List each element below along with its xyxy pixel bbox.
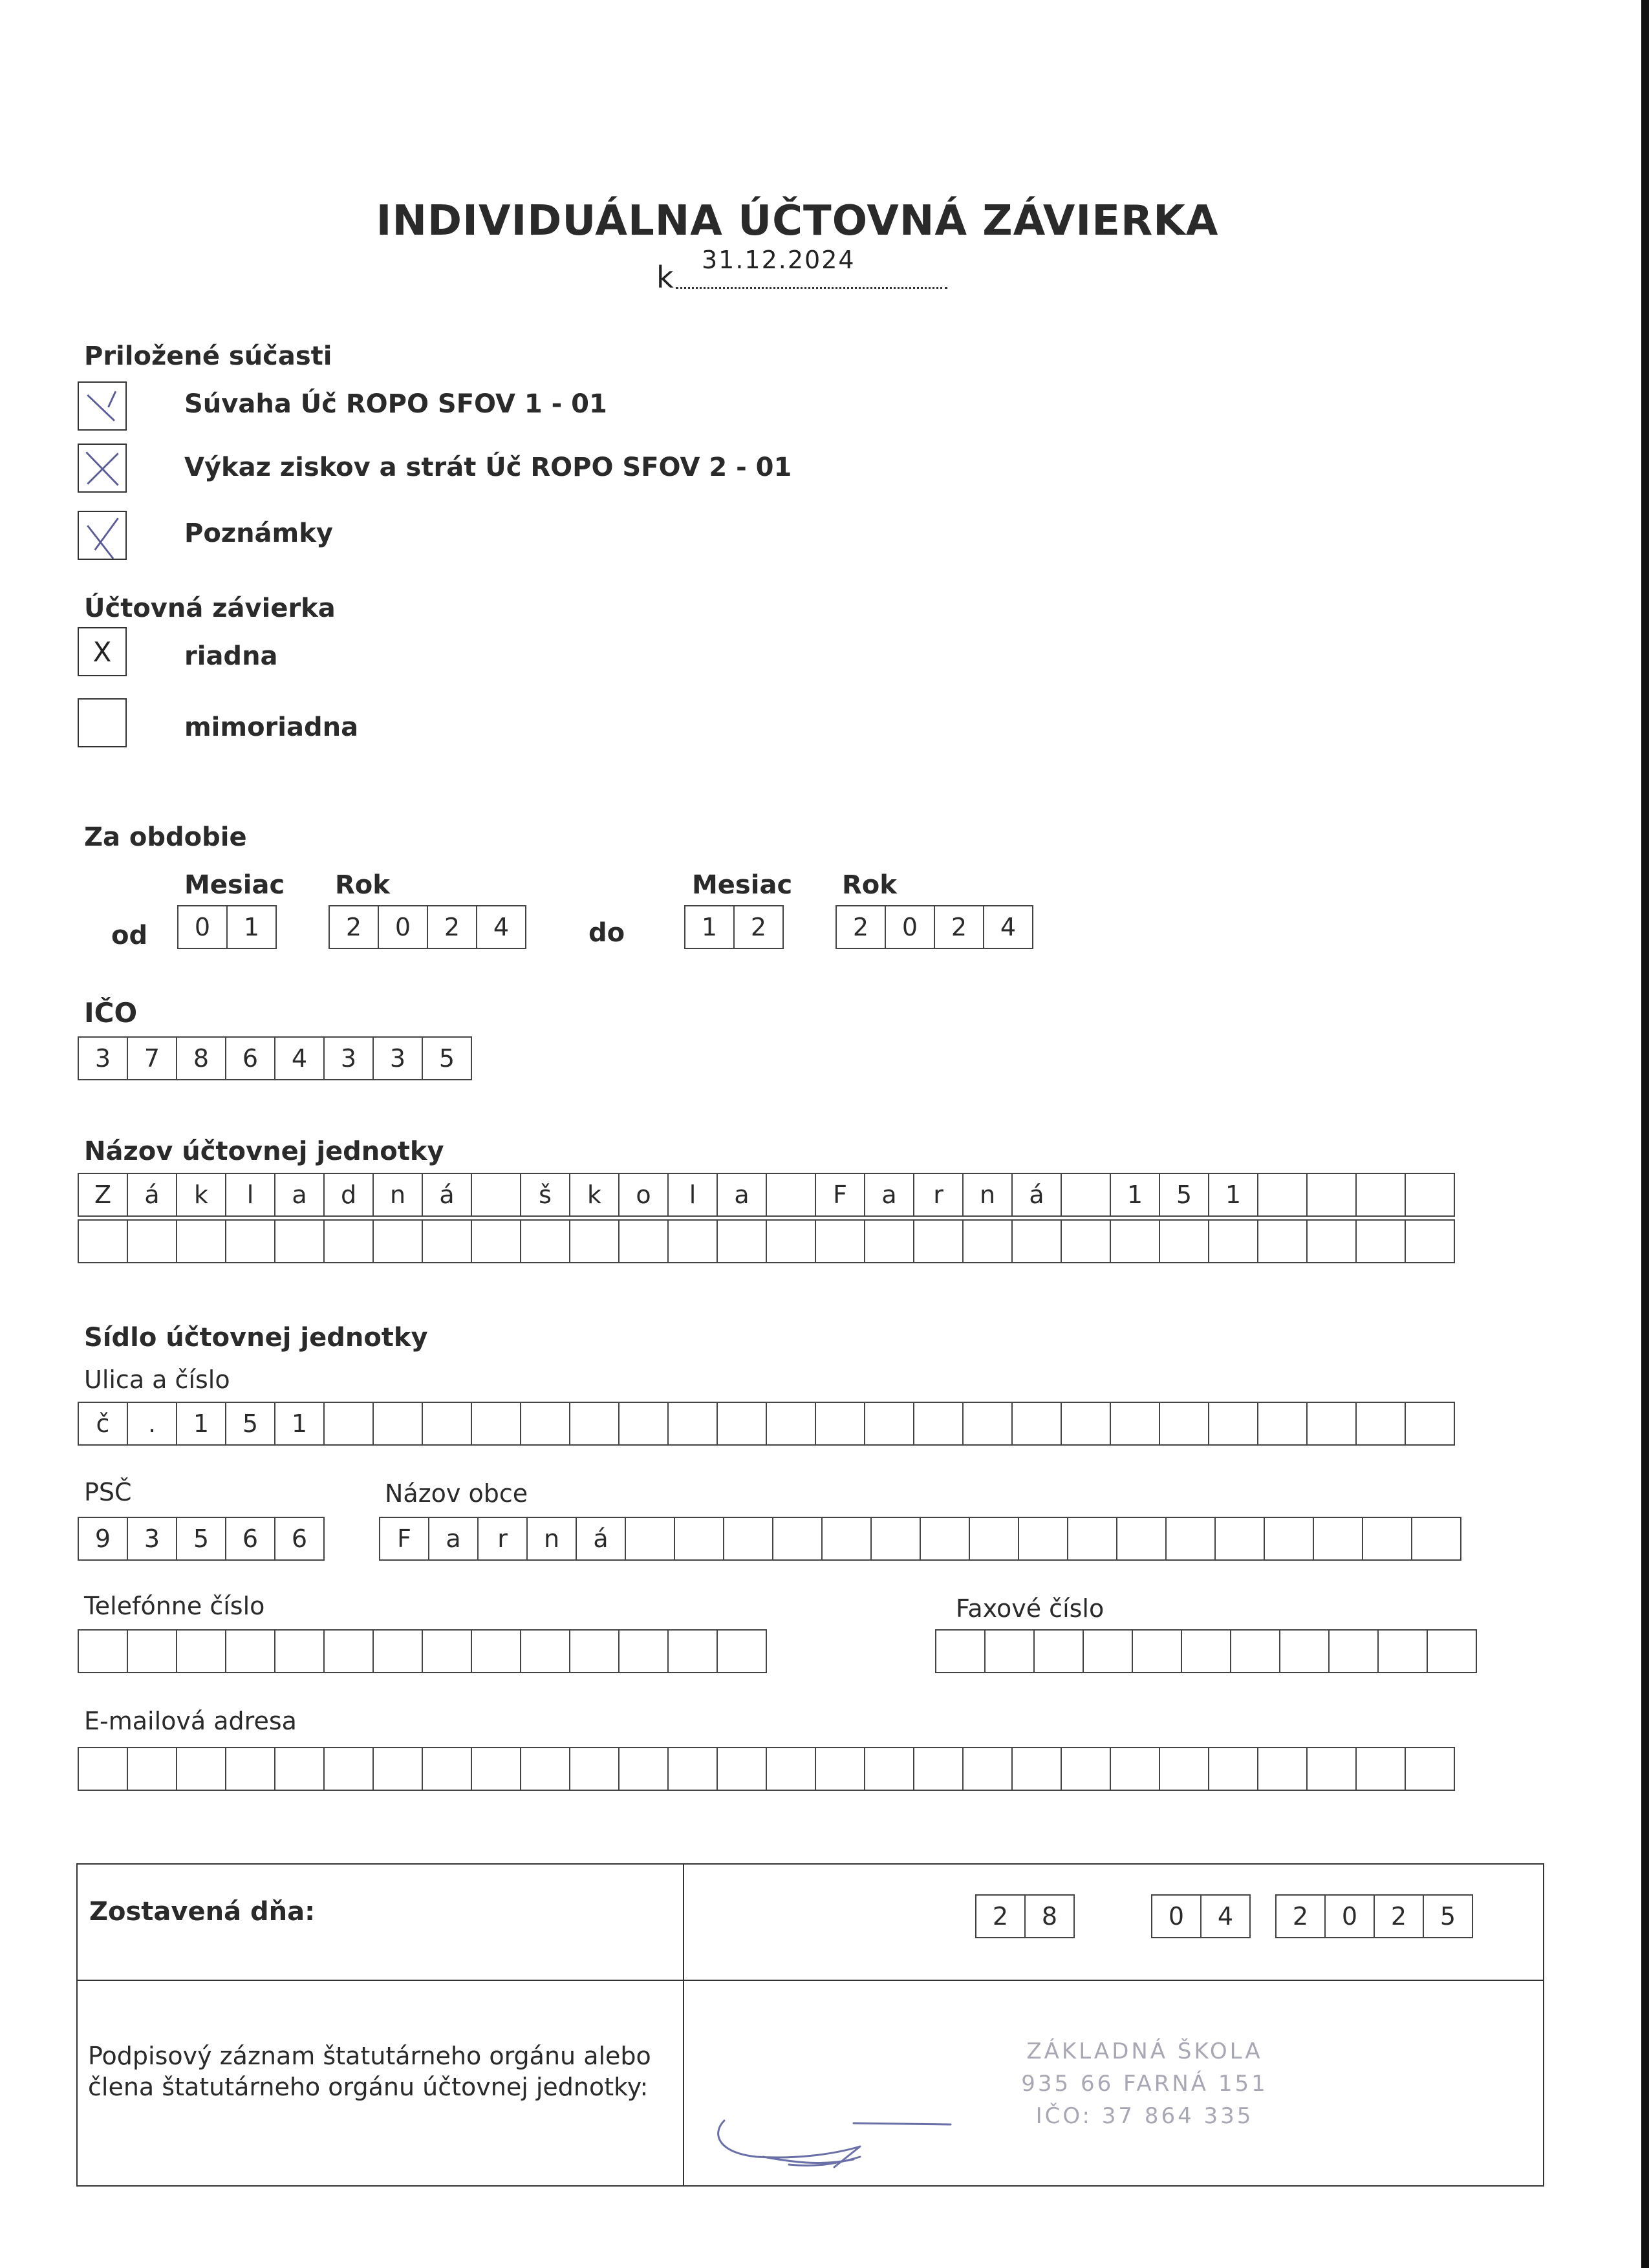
digit-cell[interactable] (1279, 1629, 1330, 1673)
digit-cell[interactable]: á (1011, 1173, 1062, 1217)
digit-cell[interactable] (1159, 1219, 1209, 1263)
digit-cell[interactable]: l (667, 1173, 718, 1217)
stamp-line3: IČO: 37 864 335 (1035, 2103, 1254, 2129)
compiled-label: Zostavená dňa: (89, 1897, 316, 1927)
city-label: Názov obce (385, 1479, 528, 1508)
date-value: 31.12.2024 (702, 246, 856, 274)
digit-cell[interactable]: 4 (476, 905, 526, 949)
digit-cell[interactable] (471, 1402, 521, 1446)
scan-edge (1641, 0, 1649, 2268)
digit-cell[interactable] (667, 1629, 718, 1673)
digit-cell[interactable] (815, 1747, 865, 1791)
digit-cell[interactable]: n (526, 1517, 577, 1561)
phone-cells[interactable] (78, 1629, 767, 1673)
digit-cell[interactable] (1132, 1629, 1182, 1673)
from-month-cells[interactable] (177, 905, 277, 949)
digit-cell[interactable] (78, 1747, 128, 1791)
digit-cell[interactable] (920, 1517, 970, 1561)
digit-cell[interactable] (1165, 1517, 1216, 1561)
digit-cell[interactable] (323, 1747, 374, 1791)
label-income-statement: Výkaz ziskov a strát Úč ROPO SFOV 2 - 01 (184, 453, 792, 482)
fax-cells[interactable] (935, 1629, 1477, 1673)
digit-cell[interactable] (569, 1629, 620, 1673)
digit-cell[interactable]: k (176, 1173, 226, 1217)
digit-cell[interactable] (766, 1219, 816, 1263)
signature-label (88, 2040, 651, 2102)
digit-cell[interactable] (1159, 1747, 1209, 1791)
ico-heading: IČO (84, 997, 138, 1029)
digit-cell[interactable] (984, 1629, 1035, 1673)
digit-cell[interactable]: 5 (1423, 1894, 1473, 1938)
digit-cell[interactable]: 1 (274, 1402, 325, 1446)
digit-cell[interactable]: 2 (733, 905, 784, 949)
from-label: od (111, 921, 148, 950)
digit-cell[interactable] (913, 1747, 964, 1791)
digit-cell[interactable] (864, 1219, 914, 1263)
signature-label-line2: člena štatutárneho orgánu účtovnej jednotky: (88, 2073, 649, 2101)
to-year-cells[interactable] (835, 905, 1033, 949)
stamp-line1: ZÁKLADNÁ ŠKOLA (1026, 2038, 1263, 2064)
digit-cell[interactable]: 2 (975, 1894, 1026, 1938)
digit-cell[interactable]: 1 (226, 905, 277, 949)
digit-cell[interactable]: 1 (176, 1402, 226, 1446)
digit-cell[interactable] (1116, 1517, 1167, 1561)
label-extraordinary: mimoriadna (184, 712, 359, 742)
digit-cell[interactable]: 2 (1275, 1894, 1326, 1938)
digit-cell[interactable] (1067, 1517, 1117, 1561)
label-notes: Poznámky (184, 519, 333, 548)
digit-cell[interactable]: á (127, 1173, 177, 1217)
digit-cell[interactable] (569, 1747, 620, 1791)
digit-cell[interactable] (1033, 1629, 1084, 1673)
digit-cell[interactable] (1427, 1629, 1477, 1673)
digit-cell[interactable]: Z (78, 1173, 128, 1217)
to-label: do (588, 918, 625, 948)
digit-cell[interactable]: 1 (684, 905, 735, 949)
digit-cell[interactable] (471, 1629, 521, 1673)
digit-cell[interactable]: o (618, 1173, 669, 1217)
entity-name-heading: Názov účtovnej jednotky (84, 1137, 444, 1166)
ico-cells[interactable] (78, 1036, 472, 1080)
digit-cell[interactable] (667, 1747, 718, 1791)
digit-cell[interactable] (1362, 1517, 1412, 1561)
check-mark-icon (79, 445, 125, 491)
digit-cell[interactable] (717, 1219, 767, 1263)
digit-cell[interactable] (1061, 1219, 1111, 1263)
email-label: E-mailová adresa (84, 1707, 297, 1735)
digit-cell[interactable] (1061, 1747, 1111, 1791)
street-cells[interactable] (78, 1402, 1455, 1446)
digit-cell[interactable] (717, 1747, 767, 1791)
digit-cell[interactable] (274, 1219, 325, 1263)
digit-cell[interactable] (422, 1747, 472, 1791)
digit-cell[interactable]: 6 (225, 1517, 275, 1561)
digit-cell[interactable]: F (379, 1517, 429, 1561)
digit-cell[interactable] (1230, 1629, 1280, 1673)
compiled-month-cells[interactable] (1151, 1894, 1251, 1938)
digit-cell[interactable] (766, 1402, 816, 1446)
digit-cell[interactable]: l (225, 1173, 275, 1217)
digit-cell[interactable] (717, 1629, 767, 1673)
digit-cell[interactable] (667, 1402, 718, 1446)
digit-cell[interactable] (870, 1517, 921, 1561)
digit-cell[interactable] (962, 1219, 1013, 1263)
digit-cell[interactable] (569, 1402, 620, 1446)
digit-cell[interactable]: 0 (885, 905, 935, 949)
checkbox-regular[interactable]: X (78, 627, 127, 676)
digit-cell[interactable] (225, 1629, 275, 1673)
digit-cell[interactable]: 8 (1024, 1894, 1075, 1938)
digit-cell[interactable] (1083, 1629, 1133, 1673)
to-month-label: Mesiac (692, 870, 793, 900)
to-year-label: Rok (842, 870, 897, 900)
digit-cell[interactable] (323, 1402, 374, 1446)
digit-cell[interactable] (1328, 1629, 1379, 1673)
digit-cell[interactable]: 5 (225, 1402, 275, 1446)
digit-cell[interactable] (78, 1629, 128, 1673)
digit-cell[interactable] (618, 1629, 669, 1673)
digit-cell[interactable] (1159, 1402, 1209, 1446)
stamp-line2: 935 66 FARNÁ 151 (1021, 2071, 1268, 2097)
digit-cell[interactable] (471, 1219, 521, 1263)
digit-cell[interactable] (569, 1219, 620, 1263)
digit-cell[interactable] (471, 1173, 521, 1217)
digit-cell[interactable] (520, 1402, 570, 1446)
digit-cell[interactable]: š (520, 1173, 570, 1217)
digit-cell[interactable] (1306, 1219, 1357, 1263)
digit-cell[interactable] (127, 1747, 177, 1791)
digit-cell[interactable]: a (864, 1173, 914, 1217)
digit-cell[interactable]: 3 (127, 1517, 177, 1561)
digit-cell[interactable] (1264, 1517, 1314, 1561)
digit-cell[interactable]: 9 (78, 1517, 128, 1561)
street-label: Ulica a číslo (84, 1365, 230, 1394)
digit-cell[interactable] (1355, 1173, 1406, 1217)
digit-cell[interactable] (471, 1747, 521, 1791)
digit-cell[interactable] (1208, 1219, 1258, 1263)
digit-cell[interactable] (1313, 1517, 1363, 1561)
digit-cell[interactable] (1011, 1747, 1062, 1791)
digit-cell[interactable] (372, 1402, 423, 1446)
zip-label: PSČ (84, 1478, 132, 1506)
digit-cell[interactable] (1405, 1173, 1455, 1217)
digit-cell[interactable] (176, 1629, 226, 1673)
digit-cell[interactable]: á (576, 1517, 626, 1561)
date-prefix: k (656, 260, 674, 295)
digit-cell[interactable]: č (78, 1402, 128, 1446)
digit-cell[interactable] (618, 1219, 669, 1263)
digit-cell[interactable] (815, 1219, 865, 1263)
digit-cell[interactable]: 2 (329, 905, 379, 949)
digit-cell[interactable]: 3 (323, 1036, 374, 1080)
checkbox-notes[interactable] (78, 511, 127, 560)
table-horizontal-divider (76, 1980, 1544, 1981)
digit-cell[interactable]: r (913, 1173, 964, 1217)
digit-cell[interactable]: 5 (176, 1517, 226, 1561)
digit-cell[interactable]: 2 (934, 905, 984, 949)
digit-cell[interactable] (274, 1747, 325, 1791)
digit-cell[interactable]: n (372, 1173, 423, 1217)
digit-cell[interactable] (422, 1219, 472, 1263)
label-balance-sheet: Súvaha Úč ROPO SFOV 1 - 01 (184, 389, 607, 419)
digit-cell[interactable] (1110, 1747, 1160, 1791)
digit-cell[interactable] (520, 1747, 570, 1791)
fax-label: Faxové číslo (956, 1594, 1105, 1623)
period-heading: Za obdobie (84, 822, 247, 852)
digit-cell[interactable]: 5 (422, 1036, 472, 1080)
digit-cell[interactable]: 4 (274, 1036, 325, 1080)
digit-cell[interactable] (422, 1402, 472, 1446)
digit-cell[interactable]: . (127, 1402, 177, 1446)
digit-cell[interactable] (422, 1629, 472, 1673)
school-stamp (996, 2035, 1293, 2132)
digit-cell[interactable] (1377, 1629, 1428, 1673)
digit-cell[interactable]: 2 (835, 905, 886, 949)
digit-cell[interactable]: 2 (427, 905, 477, 949)
digit-cell[interactable] (372, 1219, 423, 1263)
digit-cell[interactable]: k (569, 1173, 620, 1217)
digit-cell[interactable]: 7 (127, 1036, 177, 1080)
digit-cell[interactable]: 8 (176, 1036, 226, 1080)
digit-cell[interactable]: 0 (1324, 1894, 1375, 1938)
table-vertical-divider (683, 1863, 684, 2187)
digit-cell[interactable] (723, 1517, 773, 1561)
digit-cell[interactable] (913, 1402, 964, 1446)
digit-cell[interactable] (1011, 1402, 1062, 1446)
digit-cell[interactable] (625, 1517, 675, 1561)
digit-cell[interactable] (1306, 1173, 1357, 1217)
digit-cell[interactable] (1257, 1747, 1308, 1791)
digit-cell[interactable]: 0 (177, 905, 228, 949)
digit-cell[interactable] (520, 1219, 570, 1263)
digit-cell[interactable] (176, 1747, 226, 1791)
digit-cell[interactable]: 1 (1208, 1173, 1258, 1217)
to-month-cells[interactable] (684, 905, 784, 949)
digit-cell[interactable]: 6 (274, 1517, 325, 1561)
digit-cell[interactable] (667, 1219, 718, 1263)
city-cells[interactable] (379, 1517, 1461, 1561)
zip-cells[interactable] (78, 1517, 325, 1561)
digit-cell[interactable] (1411, 1517, 1461, 1561)
digit-cell[interactable] (127, 1629, 177, 1673)
check-mark-icon (79, 383, 125, 429)
digit-cell[interactable] (1208, 1402, 1258, 1446)
digit-cell[interactable] (772, 1517, 823, 1561)
digit-cell[interactable]: 6 (225, 1036, 275, 1080)
digit-cell[interactable] (1306, 1747, 1357, 1791)
address-heading: Sídlo účtovnej jednotky (84, 1323, 428, 1353)
digit-cell[interactable] (1306, 1402, 1357, 1446)
digit-cell[interactable]: 3 (78, 1036, 128, 1080)
digit-cell[interactable] (1214, 1517, 1265, 1561)
digit-cell[interactable] (1257, 1402, 1308, 1446)
digit-cell[interactable]: 0 (378, 905, 428, 949)
digit-cell[interactable] (618, 1402, 669, 1446)
digit-cell[interactable] (766, 1747, 816, 1791)
digit-cell[interactable]: á (422, 1173, 472, 1217)
digit-cell[interactable] (1405, 1747, 1455, 1791)
digit-cell[interactable] (1061, 1173, 1111, 1217)
compiled-day-cells[interactable] (975, 1894, 1075, 1938)
signature-label-line1: Podpisový záznam štatutárneho orgánu alebo (88, 2042, 651, 2070)
digit-cell[interactable]: d (323, 1173, 374, 1217)
digit-cell[interactable] (323, 1629, 374, 1673)
digit-cell[interactable] (913, 1219, 964, 1263)
entity-name-row1[interactable] (78, 1173, 1455, 1217)
check-mark-icon (79, 512, 125, 559)
digit-cell[interactable] (1110, 1219, 1160, 1263)
digit-cell[interactable] (1405, 1402, 1455, 1446)
digit-cell[interactable]: a (717, 1173, 767, 1217)
digit-cell[interactable]: r (477, 1517, 528, 1561)
attached-heading: Priložené súčasti (84, 341, 332, 371)
label-regular: riadna (184, 641, 278, 671)
checkbox-income-statement[interactable] (78, 444, 127, 493)
digit-cell[interactable] (1405, 1219, 1455, 1263)
digit-cell[interactable]: a (274, 1173, 325, 1217)
digit-cell[interactable] (1011, 1219, 1062, 1263)
digit-cell[interactable] (864, 1402, 914, 1446)
digit-cell[interactable]: 4 (983, 905, 1033, 949)
statement-type-heading: Účtovná závierka (84, 594, 336, 623)
checkbox-extraordinary[interactable] (78, 698, 127, 747)
from-month-label: Mesiac (184, 870, 285, 900)
digit-cell[interactable] (1355, 1402, 1406, 1446)
digit-cell[interactable] (1208, 1747, 1258, 1791)
digit-cell[interactable] (1018, 1517, 1068, 1561)
digit-cell[interactable] (962, 1402, 1013, 1446)
digit-cell[interactable]: 3 (372, 1036, 423, 1080)
handwritten-signature (705, 2095, 976, 2179)
digit-cell[interactable] (618, 1747, 669, 1791)
digit-cell[interactable] (225, 1747, 275, 1791)
digit-cell[interactable] (1181, 1629, 1231, 1673)
digit-cell[interactable] (717, 1402, 767, 1446)
digit-cell[interactable]: 1 (1110, 1173, 1160, 1217)
digit-cell[interactable] (372, 1629, 423, 1673)
digit-cell[interactable] (1257, 1219, 1308, 1263)
from-year-cells[interactable] (329, 905, 526, 949)
digit-cell[interactable] (969, 1517, 1019, 1561)
digit-cell[interactable] (1110, 1402, 1160, 1446)
digit-cell[interactable] (323, 1219, 374, 1263)
digit-cell[interactable] (372, 1747, 423, 1791)
digit-cell[interactable] (78, 1219, 128, 1263)
digit-cell[interactable] (935, 1629, 986, 1673)
digit-cell[interactable] (1257, 1173, 1308, 1217)
phone-label: Telefónne číslo (84, 1592, 265, 1620)
digit-cell[interactable] (176, 1219, 226, 1263)
digit-cell[interactable] (864, 1747, 914, 1791)
digit-cell[interactable] (815, 1402, 865, 1446)
compiled-year-cells[interactable] (1275, 1894, 1473, 1938)
digit-cell[interactable]: 2 (1374, 1894, 1424, 1938)
digit-cell[interactable] (766, 1173, 816, 1217)
from-year-label: Rok (335, 870, 390, 900)
digit-cell[interactable]: 0 (1151, 1894, 1202, 1938)
digit-cell[interactable]: 5 (1159, 1173, 1209, 1217)
digit-cell[interactable] (821, 1517, 872, 1561)
digit-cell[interactable] (520, 1629, 570, 1673)
digit-cell[interactable]: n (962, 1173, 1013, 1217)
digit-cell[interactable]: 4 (1200, 1894, 1251, 1938)
digit-cell[interactable] (225, 1219, 275, 1263)
digit-cell[interactable] (1061, 1402, 1111, 1446)
digit-cell[interactable] (274, 1629, 325, 1673)
digit-cell[interactable]: F (815, 1173, 865, 1217)
document-title: INDIVIDUÁLNA ÚČTOVNÁ ZÁVIERKA (376, 197, 1219, 245)
digit-cell[interactable] (962, 1747, 1013, 1791)
checkbox-balance-sheet[interactable] (78, 381, 127, 431)
digit-cell[interactable]: a (428, 1517, 479, 1561)
digit-cell[interactable] (674, 1517, 724, 1561)
digit-cell[interactable] (127, 1219, 177, 1263)
email-cells[interactable] (78, 1747, 1455, 1791)
digit-cell[interactable] (1355, 1219, 1406, 1263)
entity-name-row2[interactable] (78, 1219, 1455, 1263)
digit-cell[interactable] (1355, 1747, 1406, 1791)
